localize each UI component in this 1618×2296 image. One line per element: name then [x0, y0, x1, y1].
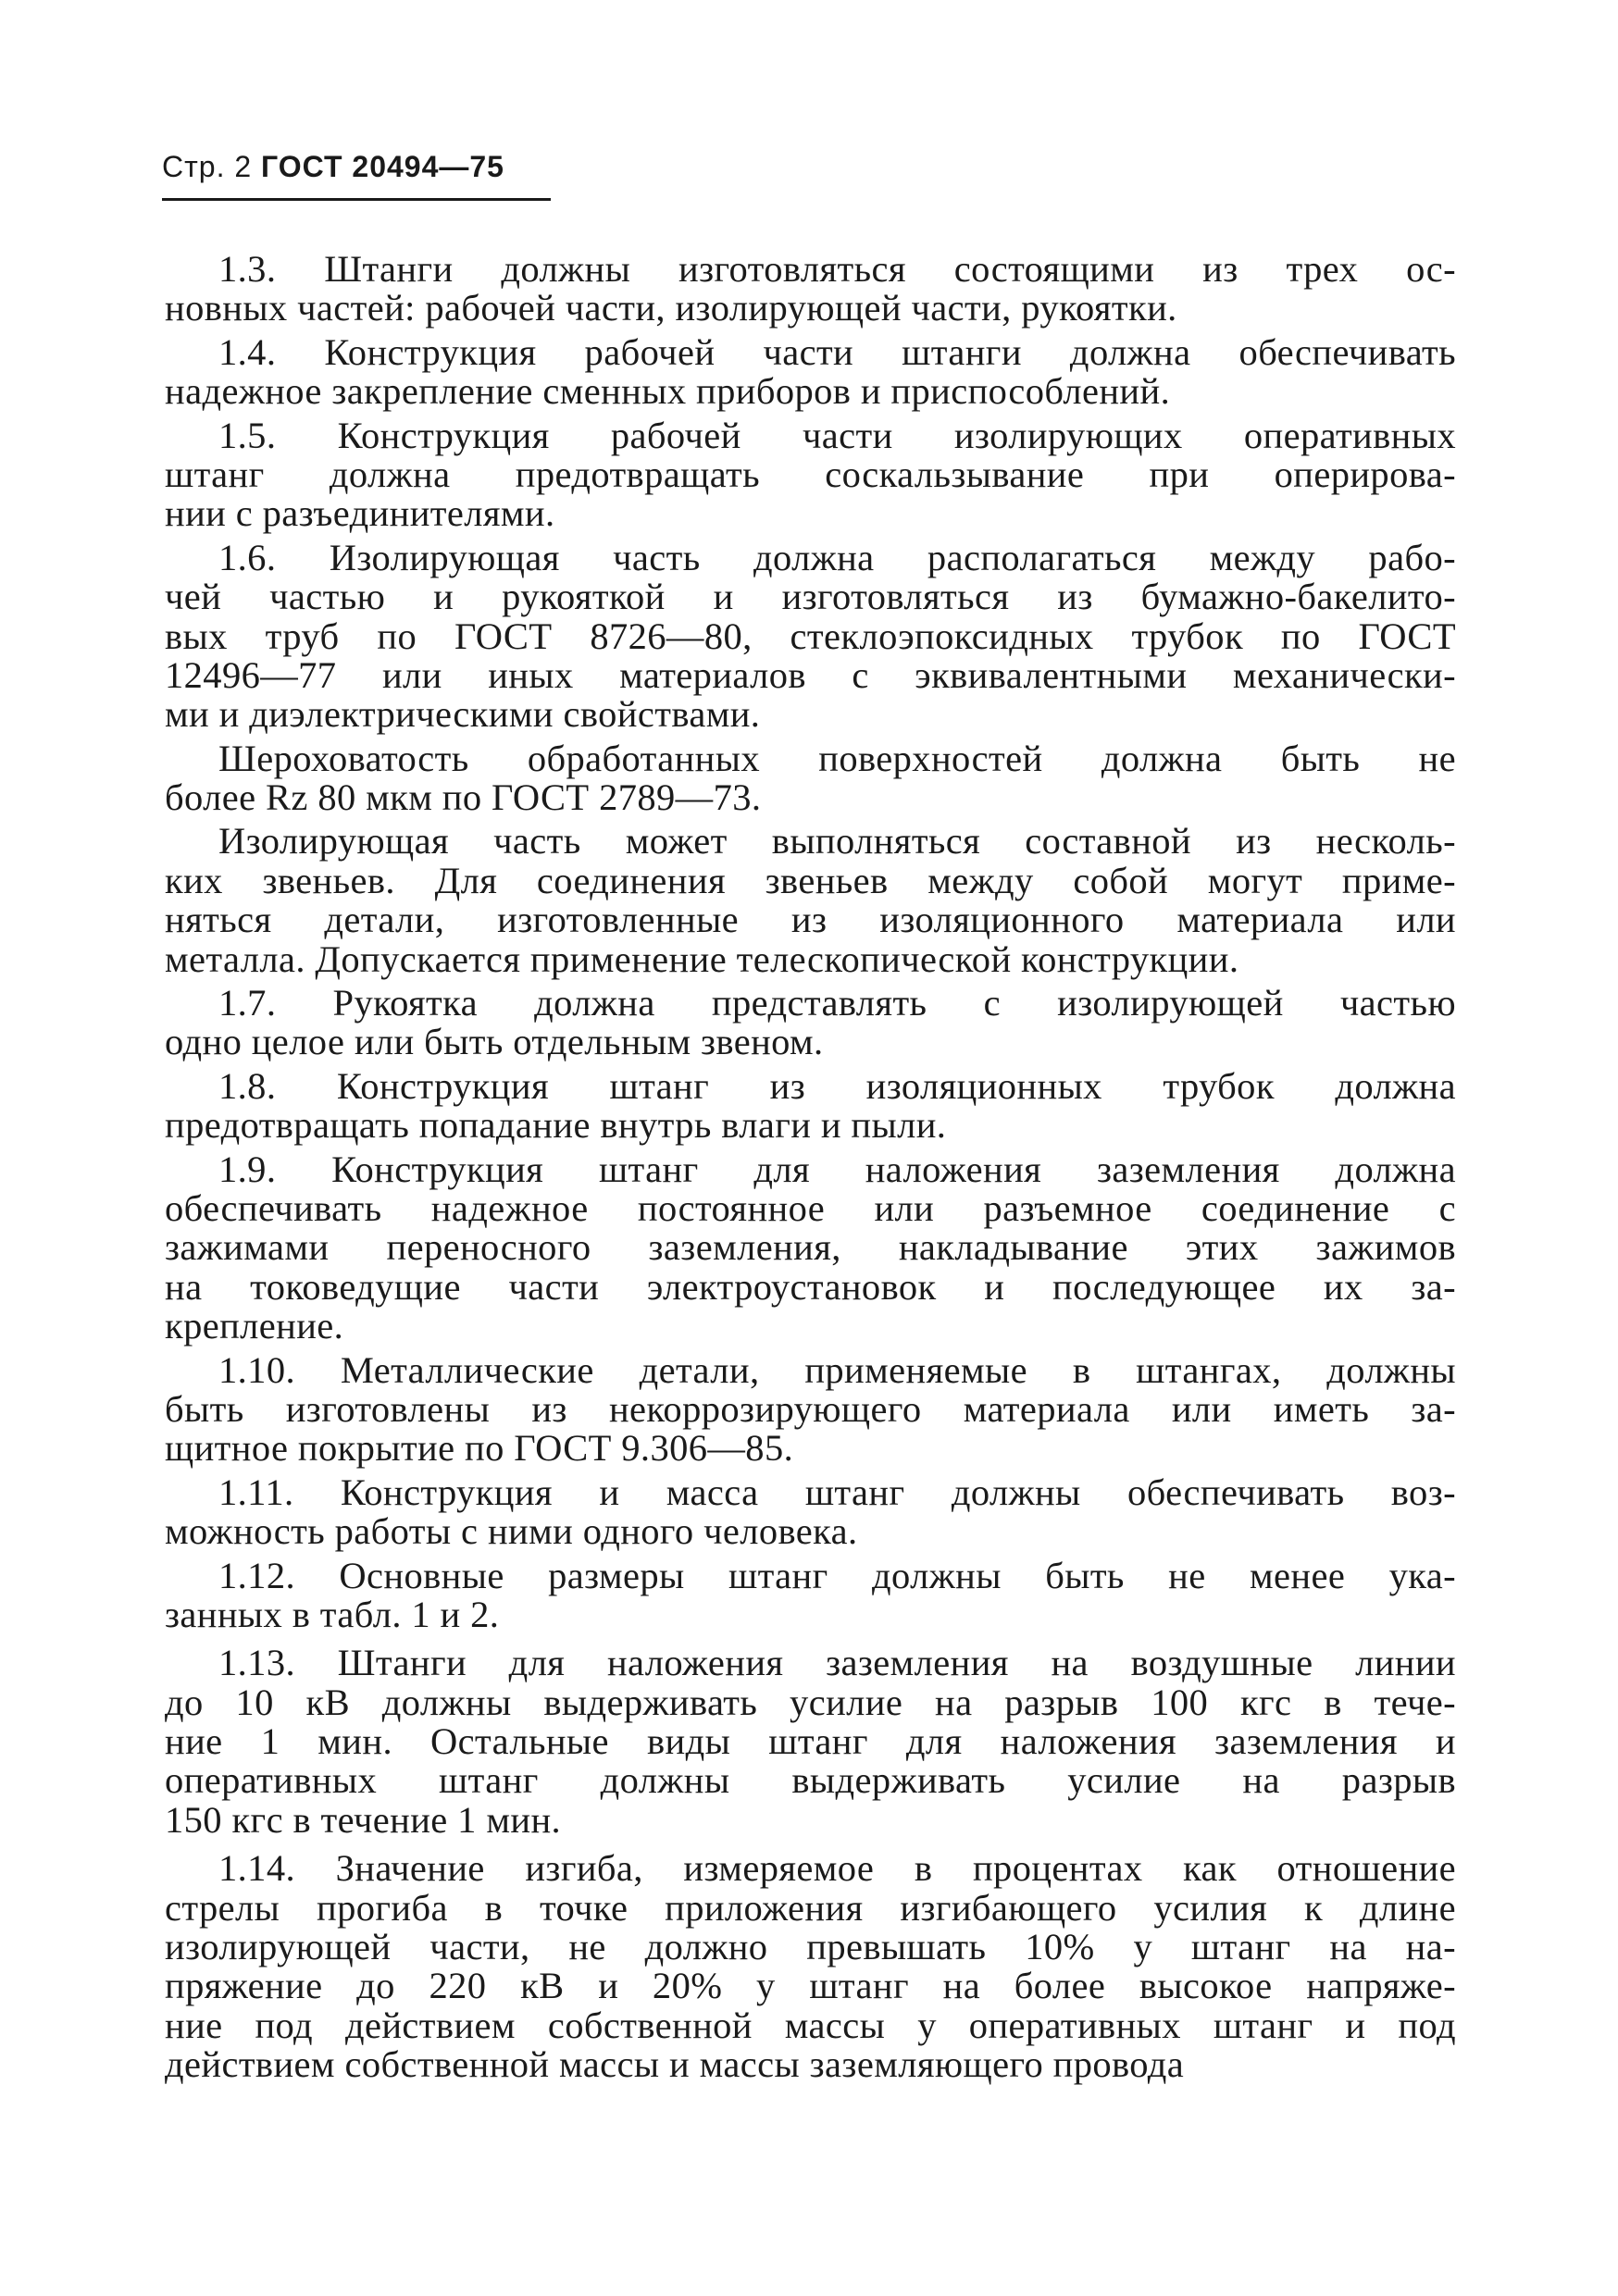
text-line: 150 кгс в течение 1 мин.: [165, 1798, 562, 1841]
text-line: ние 1 мин. Остальные виды штанг для наложения заземления и: [165, 1720, 1456, 1763]
paragraph: [165, 330, 1456, 413]
paragraph: [165, 1644, 1456, 1840]
text-line: зажимами переносного заземления, накладывание этих зажимов: [165, 1226, 1456, 1269]
text-line: няться детали, изготовленные из изоляционного материала или: [165, 899, 1456, 941]
text-line: щитное покрытие по ГОСТ 9.306—85.: [165, 1427, 794, 1470]
text-line: 1.3. Штанги должны изготовляться состоящими из трех ос-: [218, 248, 1456, 290]
text-line: ние под действием собственной массы у оперативных штанг и под: [165, 2004, 1456, 2046]
text-line: вых труб по ГОСТ 8726—80, стеклоэпоксидных трубок по ГОСТ: [165, 614, 1456, 657]
paragraph: [165, 1150, 1456, 1347]
text-line: на токоведущие части электроустановок и последующее их за-: [165, 1265, 1456, 1308]
page-header: [162, 150, 504, 184]
text-line: стрелы прогиба в точке приложения изгибающего усилия к длине: [165, 1886, 1456, 1929]
text-line: 1.4. Конструкция рабочей части штанги должна обеспечивать: [218, 330, 1456, 373]
text-line: крепление.: [165, 1305, 344, 1347]
paragraph: [165, 250, 1456, 329]
text-line: ких звеньев. Для соединения звеньев между собой могут приме-: [165, 859, 1456, 901]
paragraph: [165, 1348, 1456, 1470]
text-line: 1.10. Металлические детали, применяемые в штангах, должны: [218, 1348, 1456, 1391]
text-line: 1.12. Основные размеры штанг должны быть не менее ука-: [218, 1554, 1456, 1596]
text-line: 1.7. Рукоятка должна представлять с изолирующей частью: [218, 982, 1456, 1024]
text-line: чей частью и рукояткой и изготовляться из бумажно-бакелито-: [165, 576, 1456, 618]
header-rule: [162, 198, 551, 201]
paragraph: [165, 1849, 1456, 2084]
text-line: одно целое или быть отдельным звеном.: [165, 1021, 824, 1063]
text-line: обеспечивать надежное постоянное или разъемное соединение с: [165, 1186, 1456, 1229]
text-line: нии с разъединителями.: [165, 492, 555, 535]
text-line: 1.5. Конструкция рабочей части изолирующих оперативных: [218, 414, 1456, 456]
paragraph: [165, 536, 1456, 736]
text-line: занных в табл. 1 и 2.: [165, 1593, 500, 1635]
text-line: 1.8. Конструкция штанг из изоляционных трубок должна: [218, 1064, 1456, 1107]
text-line: Шероховатость обработанных поверхностей должна быть не: [218, 737, 1456, 779]
text-line: можность работы с ними одного человека.: [165, 1510, 858, 1553]
text-line: быть изготовлены из некоррозирующего материала или иметь за-: [165, 1387, 1456, 1430]
text-line: штанг должна предотвращать соскальзывание при оперирова-: [165, 453, 1456, 495]
text-line: действием собственной массы и массы заземляющего провода: [165, 2043, 1185, 2086]
text-line: металла. Допускается применение телескопической конструкции.: [165, 937, 1239, 980]
document-body: [165, 250, 1456, 2090]
text-line: надежное закрепление сменных приборов и приспособлений.: [165, 370, 1171, 413]
paragraph: [165, 1064, 1456, 1147]
text-line: 1.11. Конструкция и масса штанг должны обеспечивать воз-: [218, 1471, 1456, 1513]
paragraph: [165, 1473, 1456, 1552]
paragraph: [165, 739, 1456, 818]
paragraph: [165, 984, 1456, 1062]
page-number: Стр. 2: [162, 150, 253, 183]
text-line: пряжение до 220 кВ и 20% у штанг на более высокое напряже-: [165, 1965, 1456, 2007]
text-line: Изолирующая часть может выполняться составной из несколь-: [218, 820, 1456, 863]
text-line: 1.14. Значение изгиба, измеряемое в процентах как отношение: [218, 1847, 1456, 1890]
text-line: 1.9. Конструкция штанг для наложения заземления должна: [218, 1148, 1456, 1190]
paragraph: [165, 822, 1456, 979]
standard-number: ГОСТ 20494—75: [261, 150, 504, 183]
text-line: предотвращать попадание внутрь влаги и пыли.: [165, 1104, 947, 1147]
text-line: более Rz 80 мкм по ГОСТ 2789—73.: [165, 776, 762, 819]
text-line: до 10 кВ должны выдерживать усилие на разрыв 100 кгс в тече-: [165, 1681, 1456, 1723]
text-line: оперативных штанг должны выдерживать усилие на разрыв: [165, 1759, 1456, 1802]
text-line: 1.13. Штанги для наложения заземления на воздушные линии: [218, 1642, 1456, 1684]
paragraph: [165, 416, 1456, 534]
text-line: ми и диэлектрическими свойствами.: [165, 693, 761, 736]
paragraph: [165, 1554, 1456, 1635]
text-line: изолирующей части, не должно превышать 10% у штанг на на-: [165, 1926, 1456, 1968]
text-line: 12496—77 или иных материалов с эквивалентными механически-: [165, 653, 1456, 696]
text-line: 1.6. Изолирующая часть должна располагаться между рабо-: [218, 536, 1456, 578]
text-line: новных частей: рабочей части, изолирующей части, рукоятки.: [165, 287, 1177, 329]
